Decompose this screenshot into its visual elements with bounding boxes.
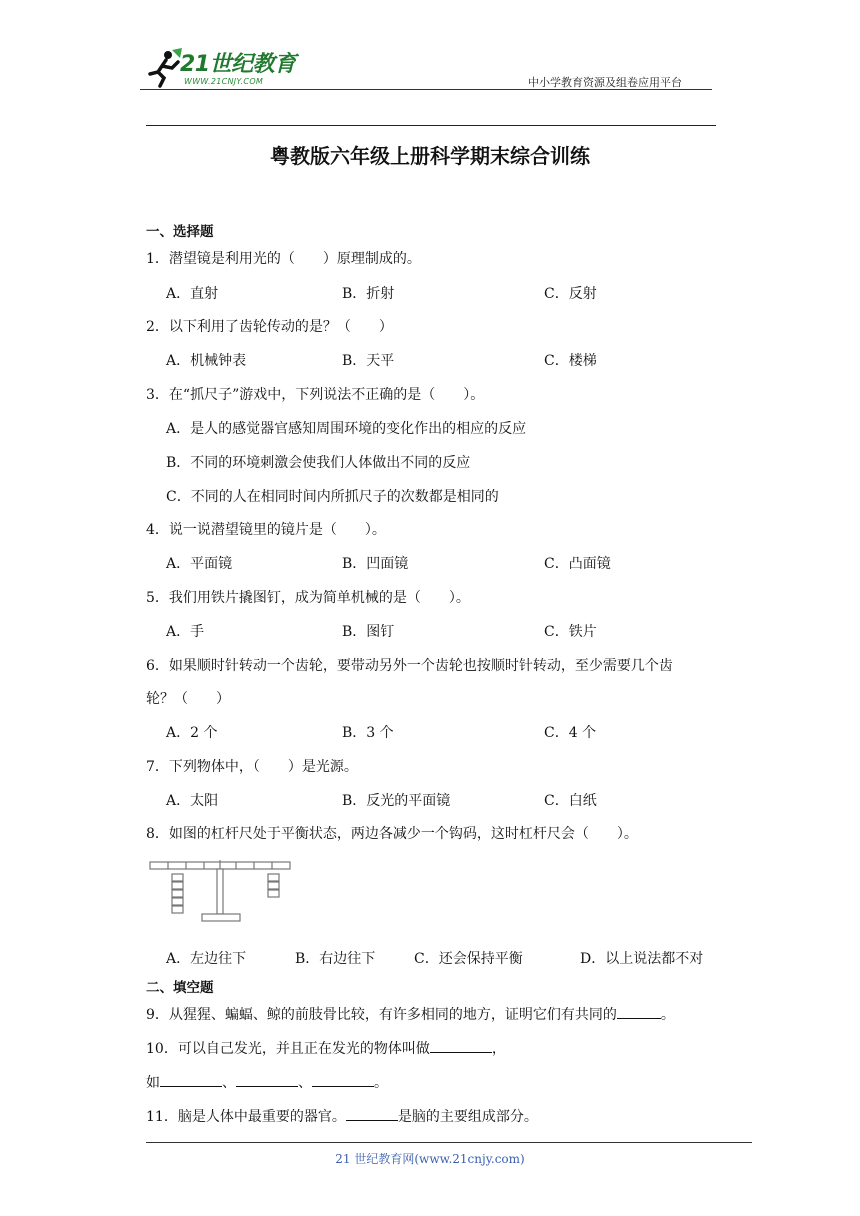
q9-line xyxy=(146,1004,675,1024)
q3-stem: 3．在“抓尺子”游戏中，下列说法不正确的是（ ）。 xyxy=(146,387,485,403)
lever-diagram xyxy=(148,856,294,926)
logo-text: 21世纪教育 xyxy=(180,52,296,77)
q5-option-c: C．铁片 xyxy=(544,624,597,640)
q10-blank-1 xyxy=(430,1038,492,1053)
q7-stem: 7．下列物体中，（ ）是光源。 xyxy=(146,759,358,775)
q10-text: 10．可以自己发光，并且正在发光的物体叫做 xyxy=(146,1041,430,1057)
logo-url: WWW.21CNJY.COM xyxy=(184,77,264,86)
q8-stem: 8．如图的杠杆尺处于平衡状态，两边各减少一个钩码，这时杠杆尺会（ ）。 xyxy=(146,826,638,842)
platform-name: 中小学教育资源及组卷应用平台 xyxy=(528,76,682,89)
q10-sep-2: 、 xyxy=(298,1075,312,1091)
q3-option-c: C．不同的人在相同时间内所抓尺子的次数都是相同的 xyxy=(166,489,499,505)
q5-stem: 5．我们用铁片撬图钉，成为简单机械的是（ ）。 xyxy=(146,590,470,606)
q6-stem-line2: 轮？（ ） xyxy=(146,691,230,707)
footer-text: 21 世纪教育网(www.21cnjy.com) xyxy=(335,1152,525,1166)
q2-stem: 2．以下利用了齿轮传动的是？（ ） xyxy=(146,319,393,335)
q7-option-c: C．白纸 xyxy=(544,793,597,809)
q8-option-c: C．还会保持平衡 xyxy=(414,951,523,967)
footer-divider xyxy=(146,1142,752,1143)
q6-option-b: B．3 个 xyxy=(342,725,394,741)
q7-option-a: A．太阳 xyxy=(166,793,219,809)
q4-option-b: B．凹面镜 xyxy=(342,556,409,572)
q8-option-b: B．右边往下 xyxy=(295,951,376,967)
q5-option-b: B．图钉 xyxy=(342,624,395,640)
page-title: 粤教版六年级上册科学期末综合训练 xyxy=(270,144,590,168)
q8-option-a: A．左边往下 xyxy=(166,951,247,967)
q10-blank-4 xyxy=(312,1072,374,1087)
q3-option-a: A．是人的感觉器官感知周围环境的变化作出的相应的反应 xyxy=(166,421,527,437)
q10-sep-1: 、 xyxy=(222,1075,236,1091)
section-heading-choice: 一、选择题 xyxy=(146,224,214,240)
q11-end: 是脑的主要组成部分。 xyxy=(397,1109,538,1125)
q2-option-b: B．天平 xyxy=(342,353,395,369)
q2-option-a: A．机械钟表 xyxy=(166,353,247,369)
q1-option-c: C．反射 xyxy=(544,286,597,302)
q10-blank-2 xyxy=(160,1072,222,1087)
title-divider xyxy=(146,125,716,126)
q8-option-d: D．以上说法都不对 xyxy=(580,951,704,967)
q9-end: 。 xyxy=(660,1007,675,1023)
q11-blank xyxy=(346,1106,398,1121)
q10-line2 xyxy=(146,1072,388,1092)
q6-option-c: C．4 个 xyxy=(544,725,597,741)
q7-option-b: B．反光的平面镜 xyxy=(342,793,451,809)
q5-option-a: A．手 xyxy=(166,624,205,640)
q2-option-c: C．楼梯 xyxy=(544,353,597,369)
q10-ru: 如 xyxy=(146,1075,160,1091)
q4-option-c: C．凸面镜 xyxy=(544,556,611,572)
q1-option-b: B．折射 xyxy=(342,286,395,302)
q10-blank-3 xyxy=(236,1072,298,1087)
q10-end: 。 xyxy=(374,1075,388,1091)
q4-stem: 4．说一说潜望镜里的镜片是（ ）。 xyxy=(146,522,386,538)
q10-line1 xyxy=(146,1038,506,1058)
q9-blank xyxy=(617,1004,661,1019)
q11-text: 11．脑是人体中最重要的器官。 xyxy=(146,1109,346,1125)
lever-balance-icon xyxy=(148,856,294,926)
q10-comma: ， xyxy=(491,1041,506,1057)
q4-option-a: A．平面镜 xyxy=(166,556,233,572)
q3-option-b: B．不同的环境刺激会使我们人体做出不同的反应 xyxy=(166,455,471,471)
q1-option-a: A．直射 xyxy=(166,286,219,302)
q11-line xyxy=(146,1106,538,1126)
q6-stem-line1: 6．如果顺时针转动一个齿轮，要带动另外一个齿轮也按顺时针转动，至少需要几个齿 xyxy=(146,658,673,674)
section-heading-fill: 二、填空题 xyxy=(146,980,214,996)
q1-stem: 1．潜望镜是利用光的（ ）原理制成的。 xyxy=(146,251,421,267)
q6-option-a: A．2 个 xyxy=(166,725,218,741)
q9-text: 9．从猩猩、蝙蝠、鲸的前肢骨比较，有许多相同的地方，证明它们有共同的 xyxy=(146,1007,617,1023)
header-divider xyxy=(140,89,712,90)
